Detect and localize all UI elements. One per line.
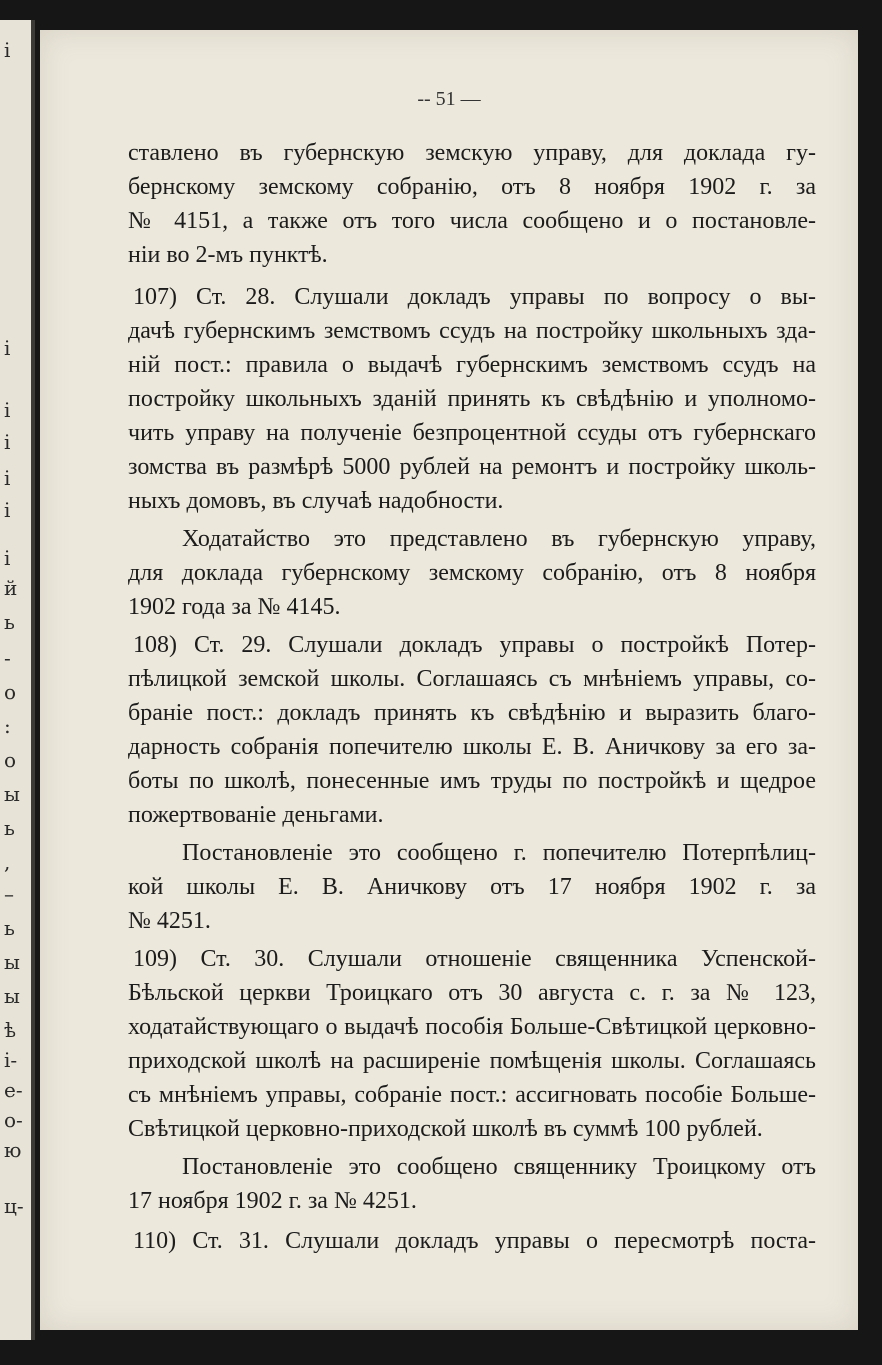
left-page-fragment: і — [4, 398, 11, 422]
book-page — [40, 30, 858, 1330]
left-page-fragment: і — [4, 498, 11, 522]
text-line: постройку школьныхъ зданій принять къ свѣдѣнію и уполномо- — [128, 386, 816, 412]
left-page-fragment: і — [4, 336, 11, 360]
text-line: боты по школѣ, понесенные имъ труды по постройкѣ и щедрое — [128, 768, 816, 794]
text-line: № 4151, а также отъ того числа сообщено и о постановле- — [128, 208, 816, 234]
text-line: ставлено въ губернскую земскую управу, для доклада гу- — [128, 140, 816, 166]
left-page-fragment: о — [4, 680, 17, 704]
left-page-fragment: ю — [4, 1138, 22, 1162]
text-line: зомства въ размѣрѣ 5000 рублей на ремонтъ и постройку школь- — [128, 454, 816, 480]
text-line: ній пост.: правила о выдачѣ губернскимъ земствомъ ссудъ на — [128, 352, 816, 378]
left-page-fragment: ь — [4, 916, 15, 940]
text-line: для доклада губернскому земскому собранію, отъ 8 ноября — [128, 560, 816, 586]
left-page-fragment: і — [4, 546, 11, 570]
text-line: Постановленіе это сообщено священнику Троицкому отъ — [182, 1154, 816, 1180]
text-line: дарность собранія попечителю школы Е. В. Аничкову за его за- — [128, 734, 816, 760]
text-line: ніи во 2-мъ пунктѣ. — [128, 242, 328, 268]
left-page-fragment: ы — [4, 782, 20, 806]
text-line: бернскому земскому собранію, отъ 8 ноября 1902 г. за — [128, 174, 816, 200]
text-line: Постановленіе это сообщено г. попечителю Потерпѣлиц- — [182, 840, 816, 866]
text-line: ходатайствующаго о выдачѣ пособія Больше-Свѣтицкой церковно- — [128, 1014, 816, 1040]
text-line: Ходатайство это представлено въ губернскую управу, — [182, 526, 816, 552]
left-page-fragment: і — [4, 38, 11, 62]
left-page-fragment: і — [4, 466, 11, 490]
adjacent-page-edge — [0, 20, 35, 1340]
text-line: пѣлицкой земской школы. Соглашаясь съ мнѣніемъ управы, со- — [128, 666, 816, 692]
item-109-heading-line: 109) Ст. 30. Слушали отношеніе священника Успенской- — [133, 946, 816, 972]
text-line: приходской школѣ на расширеніе помѣщенія школы. Соглашаясь — [128, 1048, 816, 1074]
left-page-fragment: ы — [4, 984, 20, 1008]
left-page-fragment: – — [4, 882, 14, 906]
text-line: браніе пост.: докладъ принять къ свѣдѣнію и выразить благо- — [128, 700, 816, 726]
text-line: 17 ноября 1902 г. за № 4251. — [128, 1188, 417, 1214]
left-page-fragment: о — [4, 748, 17, 772]
left-page-fragment: й — [4, 576, 18, 600]
left-page-fragment: ѣ — [4, 1018, 17, 1042]
item-107-heading-line: 107) Ст. 28. Слушали докладъ управы по вопросу о вы- — [133, 284, 816, 310]
left-page-fragment: і- — [4, 1048, 18, 1072]
text-line: дачѣ губернскимъ земствомъ ссудъ на постройку школьныхъ зда- — [128, 318, 816, 344]
left-page-fragment: ь — [4, 610, 15, 634]
left-page-fragment: і — [4, 430, 11, 454]
page-number: -- 51 — — [417, 88, 481, 110]
item-110-heading-line: 110) Ст. 31. Слушали докладъ управы о пересмотрѣ поста- — [133, 1228, 816, 1254]
text-line: ныхъ домовъ, въ случаѣ надобности. — [128, 488, 504, 514]
left-page-fragment: ь — [4, 816, 15, 840]
left-page-fragment: е- — [4, 1078, 23, 1102]
left-page-fragment: - — [4, 646, 11, 670]
left-page-fragment: ы — [4, 950, 20, 974]
text-line: кой школы Е. В. Аничкову отъ 17 ноября 1902 г. за — [128, 874, 816, 900]
text-line: чить управу на полученіе безпроцентной ссуды отъ губернскаго — [128, 420, 816, 446]
text-line: Свѣтицкой церковно-приходской школѣ въ суммѣ 100 рублей. — [128, 1116, 763, 1142]
left-page-fragment: , — [4, 850, 11, 874]
text-line: № 4251. — [128, 908, 211, 934]
text-line: 1902 года за № 4145. — [128, 594, 341, 620]
item-108-heading-line: 108) Ст. 29. Слушали докладъ управы о постройкѣ Потер- — [133, 632, 816, 658]
text-line: съ мнѣніемъ управы, собраніе пост.: ассигновать пособіе Больше- — [128, 1082, 816, 1108]
left-page-fragment: : — [4, 714, 11, 738]
text-line: пожертвованіе деньгами. — [128, 802, 384, 828]
left-page-fragment: ц- — [4, 1194, 24, 1218]
text-line: Бѣльской церкви Троицкаго отъ 30 августа с. г. за № 123, — [128, 980, 816, 1006]
left-page-fragment: о- — [4, 1108, 23, 1132]
